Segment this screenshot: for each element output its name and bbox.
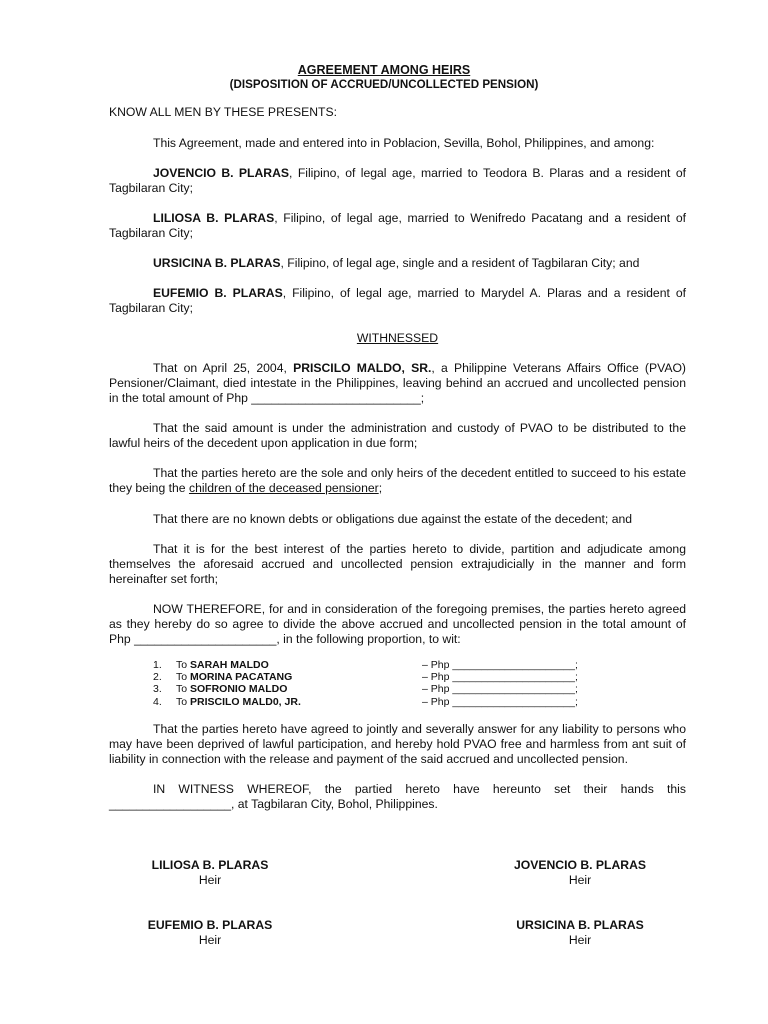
signatory-role: Heir: [568, 873, 592, 887]
party-description: , Filipino, of legal age, married to Marydel A. Plaras and a resident of Tagbilaran City;: [109, 286, 686, 315]
party-paragraph: [109, 211, 686, 241]
signatory-name: JOVENCIO B. PLARAS: [513, 858, 647, 872]
heir-name: SARAH MALDO: [190, 659, 269, 671]
clause-paragraph: That there are no known debts or obligations due against the estate of the decedent; and: [153, 512, 633, 526]
heir-name: PRISCILO MALD0, JR.: [190, 695, 301, 708]
document-subtitle: (DISPOSITION OF ACCRUED/UNCOLLECTED PENSION): [229, 78, 539, 91]
decedent-name: PRISCILO MALDO, SR.: [293, 361, 432, 375]
list-item: 2. To MORINA PACATANG – Php _____________________;: [153, 671, 578, 684]
party-name: JOVENCIO B. PLARAS: [153, 166, 290, 180]
list-item: 3. To SOFRONIO MALDO – Php _____________________;: [153, 683, 578, 696]
party-name: EUFEMIO B. PLARAS: [153, 286, 283, 300]
witness-clause: IN WITNESS WHEREOF, the partied hereto have hereunto set their hands this __________________, at Tagbilaran City, Bohol, Philippines.: [109, 782, 686, 811]
party-name: URSICINA B. PLARAS: [153, 256, 281, 270]
party-paragraph: [109, 256, 686, 271]
clause-paragraph: That on April 25, 2004, PRISCILO MALDO, SR., a Philippine Veterans Affairs Office (PVAO) Pensioner/Claimant, died intestate in the Philippines, leaving behind an accrued and uncollected pension in the total amount of Php _________________________;: [109, 361, 686, 405]
list-item: 4. To PRISCILO MALD0, JR. – Php _____________________;: [153, 695, 578, 708]
signatory-role: Heir: [198, 933, 222, 947]
signatory-role: Heir: [198, 873, 222, 887]
party-description: , Filipino, of legal age, single and a resident of Tagbilaran City; and: [280, 256, 640, 270]
witnessed-heading: WITHNESSED: [356, 331, 439, 345]
document-title: AGREEMENT AMONG HEIRS: [297, 63, 471, 77]
signature-block: [480, 918, 680, 948]
intro-paragraph: This Agreement, made and entered into in Poblacion, Sevilla, Bohol, Philippines, and among:: [153, 136, 655, 150]
opening-line: KNOW ALL MEN BY THESE PRESENTS:: [109, 105, 338, 119]
signatory-role: Heir: [568, 933, 592, 947]
heir-name: MORINA PACATANG: [190, 671, 293, 684]
party-name: LILIOSA B. PLARAS: [153, 211, 275, 225]
signatory-name: URSICINA B. PLARAS: [516, 918, 644, 932]
signatory-name: LILIOSA B. PLARAS: [151, 858, 269, 872]
heir-name: SOFRONIO MALDO: [190, 683, 288, 696]
party-paragraph: [109, 286, 686, 316]
signature-block: [110, 858, 310, 888]
list-item: 1. To SARAH MALDO – Php _____________________;: [153, 659, 578, 671]
distribution-list: [153, 659, 593, 708]
signature-block: [480, 858, 680, 888]
signatory-name: EUFEMIO B. PLARAS: [147, 918, 273, 932]
signature-block: [110, 918, 310, 948]
party-paragraph: [109, 166, 686, 196]
clause-paragraph: That the said amount is under the administration and custody of PVAO to be distributed to the lawful heirs of the decedent upon application in due form;: [109, 421, 686, 450]
clause-paragraph: That it is for the best interest of the parties hereto to divide, partition and adjudicate among themselves the aforesaid accrued and uncollected pension extrajudicially in the manner and form hereinafter set forth;: [109, 542, 686, 586]
party-description: , Filipino, of legal age, married to Teodora B. Plaras and a resident of Tagbilaran City;: [109, 166, 686, 195]
clause-paragraph: That the parties hereto have agreed to jointly and severally answer for any liability to persons who may have been deprived of lawful participation, and hereby hold PVAO free and harmless from ant suit of liability in connection with the release and payment of the said accrued and uncollected pension.: [109, 722, 686, 766]
party-description: , Filipino, of legal age, married to Wenifredo Pacatang and a resident of Tagbilaran City;: [109, 211, 686, 240]
clause-paragraph: That the parties hereto are the sole and only heirs of the decedent entitled to succeed to his estate they being the children of the deceased pensioner;: [109, 466, 686, 495]
clause-paragraph: NOW THEREFORE, for and in consideration of the foregoing premises, the parties hereto agreed as they hereby do so agree to divide the above accrued and uncollected pension in the total amount of Php _____________________, in the following proportion, to wit:: [109, 602, 686, 646]
